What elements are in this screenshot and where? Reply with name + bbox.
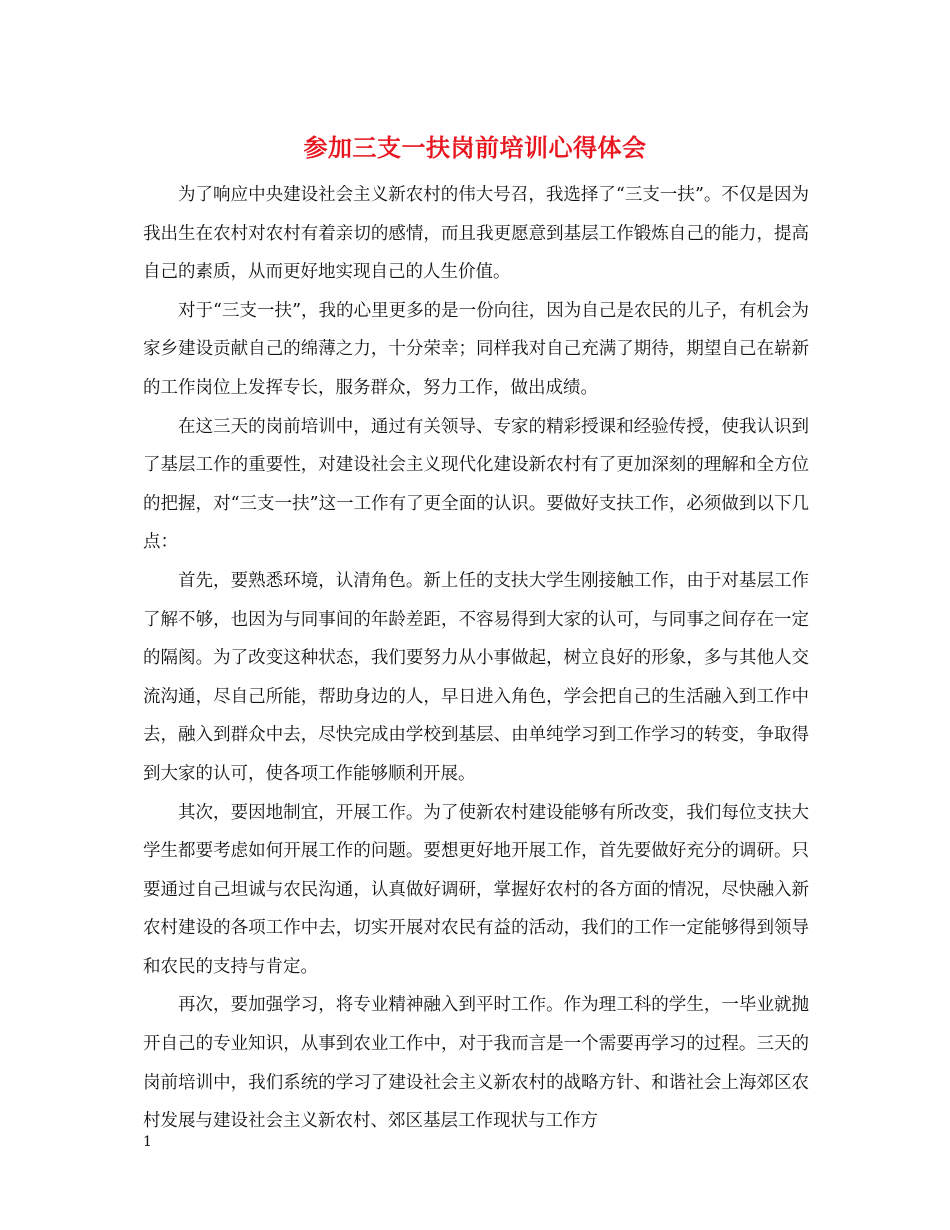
paragraph-3: 在这三天的岗前培训中，通过有关领导、专家的精彩授课和经验传授，使我认识到了基层工作的重要性，对建设社会主义现代化建设新农村有了更加深刻的理解和全方位的把握，对“三支一扶”这一工作有了更全面的认识。要做好支扶工作，必须做到以下几点：	[143, 416, 809, 553]
page-number: 1	[143, 1134, 152, 1150]
document-body	[143, 176, 809, 1141]
paragraph-4: 首先，要熟悉环境，认清角色。新上任的支扶大学生刚接触工作，由于对基层工作了解不够，也因为与同事间的年龄差距，不容易得到大家的认可，与同事之间存在一定的隔阂。为了改变这种状态，我们要努力从小事做起，树立良好的形象，多与其他人交流沟通，尽自己所能，帮助身边的人，早日进入角色，学会把自己的生活融入到工作中去，融入到群众中去，尽快完成由学校到基层、由单纯学习到工作学习的转变，争取得到大家的认可，使各项工作能够顺利开展。	[143, 570, 809, 784]
paragraph-1: 为了响应中央建设社会主义新农村的伟大号召，我选择了“三支一扶”。不仅是因为我出生在农村对农村有着亲切的感情，而且我更愿意到基层工作锻炼自己的能力，提高自己的素质，从而更好地实现自己的人生价值。	[143, 185, 809, 283]
document-title: 参加三支一扶岗前培训心得体会	[303, 133, 647, 162]
paragraph-6: 再次，要加强学习，将专业精神融入到平时工作。作为理工科的学生，一毕业就抛开自己的专业知识，从事到农业工作中，对于我而言是一个需要再学习的过程。三天的岗前培训中，我们系统的学习了建设社会主义新农村的战略方针、和谐社会上海郊区农村发展与建设社会主义新农村、郊区基层工作现状与工作方	[143, 995, 809, 1132]
paragraph-5: 其次，要因地制宜，开展工作。为了使新农村建设能够有所改变，我们每位支扶大学生都要考虑如何开展工作的问题。要想更好地开展工作，首先要做好充分的调研。只要通过自己坦诚与农民沟通，认真做好调研，掌握好农村的各方面的情况，尽快融入新农村建设的各项工作中去，切实开展对农民有益的活动，我们的工作一定能够得到领导和农民的支持与肯定。	[143, 802, 809, 977]
paragraph-2: 对于“三支一扶”，我的心里更多的是一份向往，因为自己是农民的儿子，有机会为家乡建设贡献自己的绵薄之力，十分荣幸；同样我对自己充满了期待，期望自己在崭新的工作岗位上发挥专长，服务群众，努力工作，做出成绩。	[143, 300, 809, 398]
